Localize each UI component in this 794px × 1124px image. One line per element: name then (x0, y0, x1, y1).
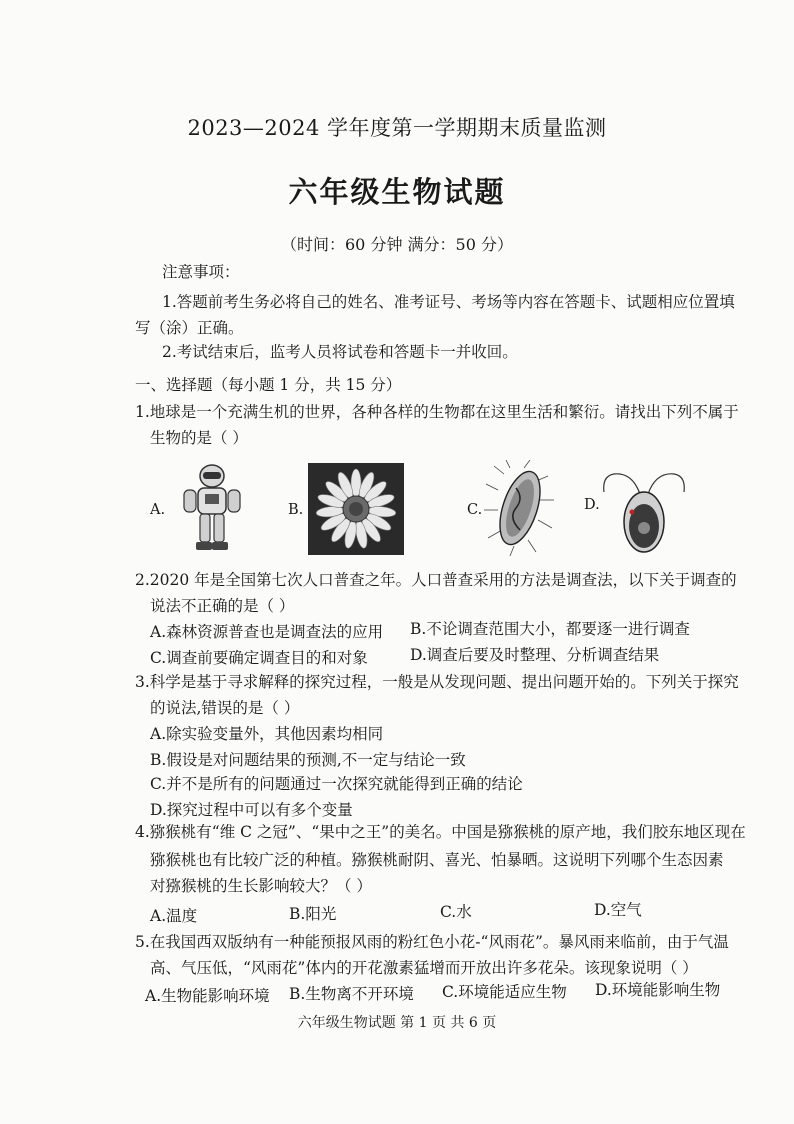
section-heading: 一、选择题（每小题 1 分，共 15 分） (135, 376, 402, 394)
q2-option-c: C.调查前要确定调查目的和对象 (150, 649, 368, 667)
q5-option-c: C.环境能适应生物 (442, 983, 567, 1001)
exam-subtitle: 六年级生物试题 (288, 175, 506, 209)
exam-title: 2023—2024 学年度第一学期期末质量监测 (187, 116, 607, 140)
q1-option-a-label: A. (150, 502, 166, 518)
notes-item-1-line-2: 写（涂）正确。 (135, 319, 244, 337)
q4-option-d: D.空气 (594, 901, 642, 919)
flower-image (308, 463, 404, 555)
q5-stem-line-2: 高、气压低，“风雨花”体内的开花激素猛增而开放出许多花朵。该现象说明（ ） (150, 959, 698, 977)
robot-image (178, 462, 246, 554)
q3-stem-line-2: 的说法,错误的是（ ） (150, 699, 300, 717)
q2-option-a: A.森林资源普查也是调查法的应用 (150, 623, 384, 641)
q1-stem-line-1: 1.地球是一个充满生机的世界，各种各样的生物都在这里生活和繁衍。请找出下列不属于 (135, 403, 739, 421)
q3-option-a: A.除实验变量外，其他因素均相同 (150, 725, 384, 743)
q1-stem-line-2: 生物的是（ ） (150, 429, 248, 447)
time-score-info: （时间：60 分钟 满分：50 分） (281, 235, 513, 254)
q5-stem-line-1: 5.在我国西双版纳有一种能预报风雨的粉红色小花-“风雨花”。暴风雨来临前，由于气温 (135, 933, 729, 951)
q5-option-a: A.生物能影响环境 (145, 987, 270, 1005)
q3-option-d: D.探究过程中可以有多个变量 (150, 801, 353, 819)
page-footer: 六年级生物试题 第 1 页 共 6 页 (297, 1015, 497, 1031)
notes-item-2: 2.考试结束后，监考人员将试卷和答题卡一并收回。 (162, 343, 518, 361)
q4-stem-line-1: 4.猕猴桃有“维 C 之冠”、“果中之王”的美名。中国是猕猴桃的原产地，我们胶东地区现在 (135, 823, 746, 841)
q3-option-b: B.假设是对问题结果的预测,不一定与结论一致 (150, 751, 466, 769)
q4-option-b: B.阳光 (289, 905, 337, 923)
q1-option-c-label: C. (467, 502, 483, 518)
bacterium-image (484, 460, 558, 558)
q2-stem-line-2: 说法不正确的是（ ） (150, 597, 295, 615)
q2-stem-line-1: 2.2020 年是全国第七次人口普查之年。人口普查采用的方法是调查法，以下关于调查的 (135, 571, 737, 589)
q2-option-b: B.不论调查范围大小，都要逐一进行调查 (410, 620, 690, 638)
q3-stem-line-1: 3.科学是基于寻求解释的探究过程，一般是从发现问题、提出问题开始的。下列关于探究 (135, 673, 739, 691)
q2-option-d: D.调查后要及时整理、分析调查结果 (410, 646, 660, 664)
q1-option-b-label: B. (288, 502, 304, 518)
q4-stem-line-2: 猕猴桃也有比较广泛的种植。猕猴桃耐阴、喜光、怕暴晒。这说明下列哪个生态因素 (150, 851, 724, 869)
notes-item-1-line-1: 1.答题前考生务必将自己的姓名、准考证号、考场等内容在答题卡、试题相应位置填 (162, 293, 735, 311)
q3-option-c: C.并不是所有的问题通过一次探究就能得到正确的结论 (150, 775, 523, 793)
q1-option-d-label: D. (584, 497, 600, 513)
q5-option-b: B.生物离不开环境 (289, 985, 414, 1003)
q5-option-d: D.环境能影响生物 (595, 981, 721, 999)
q4-stem-line-3: 对猕猴桃的生长影响较大？（ ） (150, 877, 372, 895)
q4-option-c: C.水 (440, 903, 472, 921)
q4-option-a: A.温度 (150, 907, 198, 925)
notes-heading: 注意事项： (162, 263, 240, 281)
chlamydomonas-image (598, 460, 690, 560)
